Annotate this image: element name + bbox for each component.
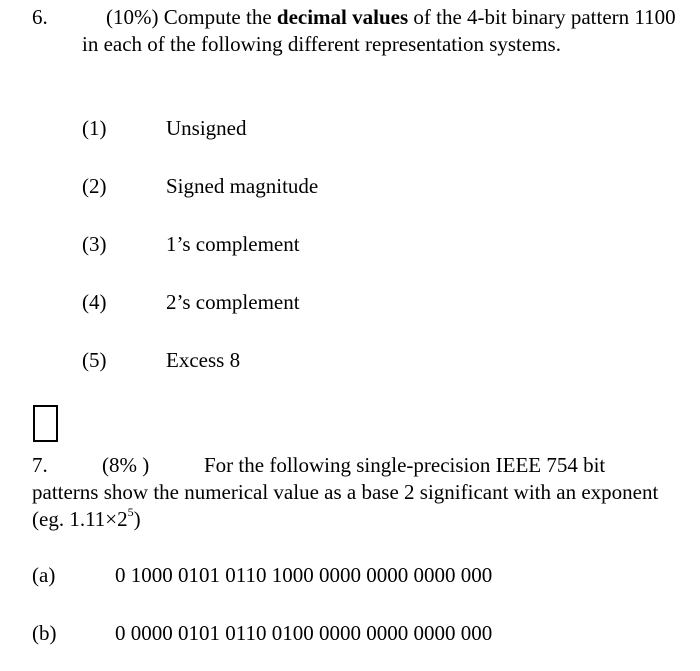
question-7-rest-text: patterns show the numerical value as a base 2 significant with an exponent (eg. 1.11×2 — [32, 480, 659, 531]
item-label: 2’s complement — [166, 290, 300, 314]
question-6-number: 6. — [32, 5, 48, 29]
item-label: (b) — [32, 621, 57, 645]
item-label: (a) — [32, 563, 56, 587]
question-6-item — [0, 173, 700, 200]
item-label: Unsigned — [166, 116, 247, 140]
question-6-item — [0, 231, 700, 258]
question-6-item — [0, 115, 700, 142]
item-label: Signed magnitude — [166, 174, 319, 198]
question-7-item — [0, 562, 700, 589]
item-number: (1) — [82, 116, 107, 140]
item-label: Excess 8 — [166, 348, 241, 372]
bit-pattern: 0 0000 0101 0110 0100 0000 0000 0000 000 — [115, 621, 493, 645]
question-7-first-line — [32, 452, 606, 479]
item-number: (3) — [82, 232, 107, 256]
question-6-item — [0, 347, 700, 374]
question-7-percent: (8% ) — [102, 453, 150, 477]
question-6-prompt — [82, 4, 682, 58]
question-6-bold-text: decimal values — [276, 5, 409, 29]
question-6-text-after: of the 4-bit binary pattern 1100 in each of the following different representation systems. — [82, 5, 676, 56]
item-number: (2) — [82, 174, 107, 198]
item-label: 1’s complement — [166, 232, 300, 256]
question-6-text-before: Compute the — [158, 5, 277, 29]
bit-pattern: 0 1000 0101 0110 1000 0000 0000 0000 000 — [115, 563, 493, 587]
question-6-item — [0, 289, 700, 316]
question-7-prompt-rest — [32, 479, 672, 533]
question-7-rest-close: ) — [133, 507, 141, 531]
question-7-item — [0, 620, 700, 647]
question-7-number: 7. — [32, 453, 48, 477]
item-number: (5) — [82, 348, 107, 372]
item-number: (4) — [82, 290, 107, 314]
placeholder-box — [33, 405, 58, 442]
example-exponent: 5 — [127, 505, 134, 519]
question-6-percent: (10%) — [106, 5, 159, 29]
question-7-first-line-text: For the following single-precision IEEE 754 bit — [204, 453, 606, 477]
